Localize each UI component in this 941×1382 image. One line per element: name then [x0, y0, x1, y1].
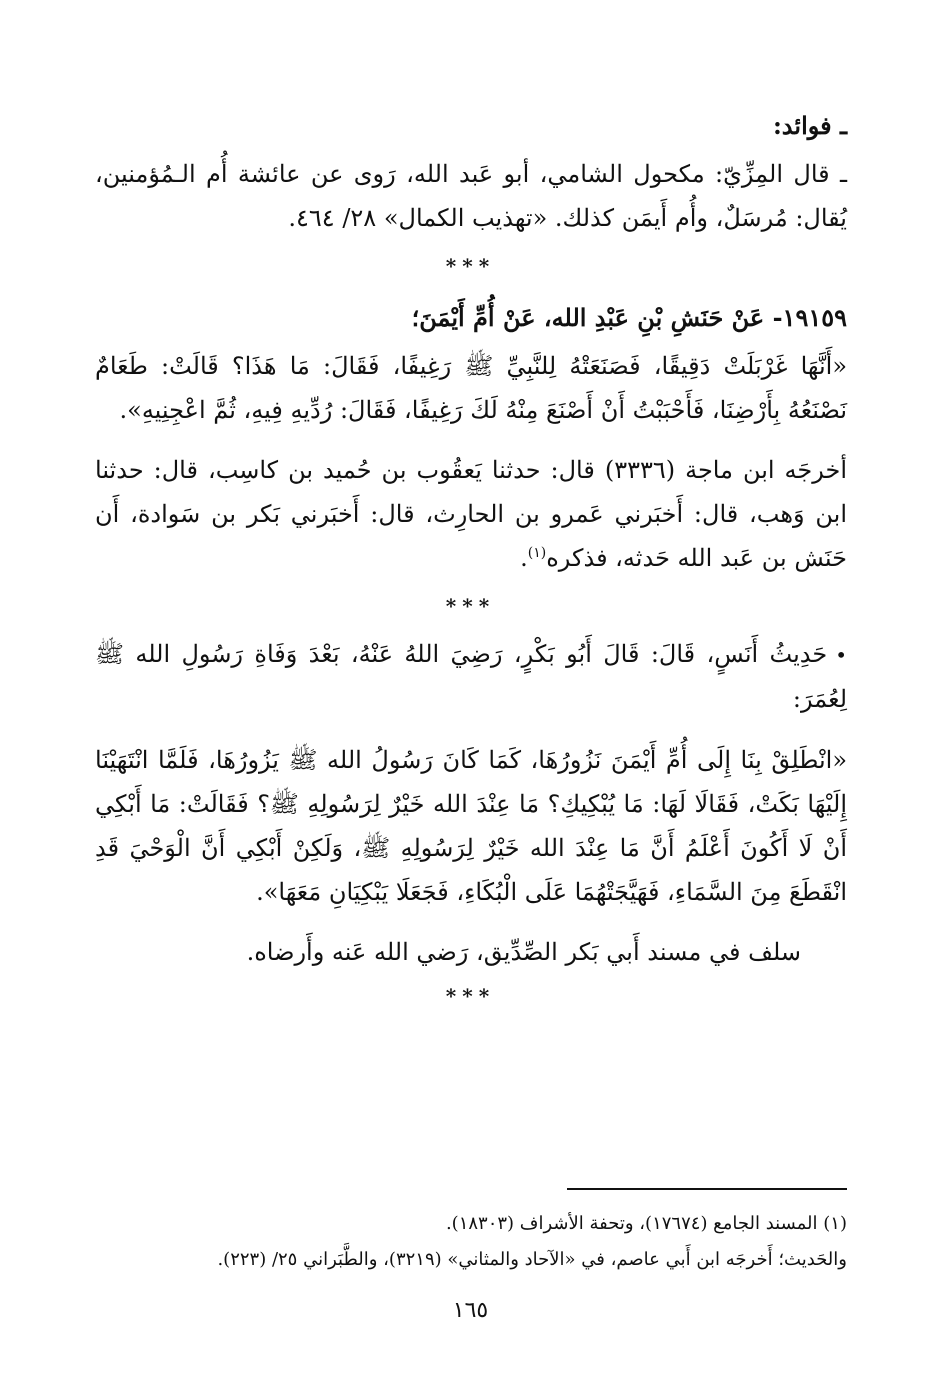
separator-stars: ***: [445, 254, 496, 278]
bullet-icon: •: [835, 643, 847, 667]
footnote-2: والحَديث؛ أَخرجَه ابن أَبي عاصم، في «الآحاد والمثاني» (٣٢١٩)، والطَّبَراني ٢٥/ (٢٢٣).: [217, 1249, 847, 1270]
footnote-marker: (١): [527, 545, 547, 561]
fawaid-paragraph: ـ قال المِزِّيّ: مكحول الشامي، أبو عَبد الله، رَوى عن عائشة أُم الـمُؤمنين، يُقال: مُرسَلٌ، وأُم أَيمَن كذلك. «تهذيب الكمال» ٢٨/ ٤٦٤.: [95, 160, 847, 232]
hadith-header: ١٩١٥٩- عَنْ حَنَشِ بْنِ عَبْدِ الله، عَنْ أُمِّ أَيْمَنَ؛: [411, 303, 847, 332]
anas-hadith-text: «انْطَلِقْ بِنَا إِلَى أُمِّ أَيْمَنَ نَزُورُهَا، كَمَا كَانَ رَسُولُ الله ﷺ يَزُورُهَا، فَلَمَّا انْتَهَيْنَا إِلَيْهَا بَكَتْ، فَقَالَا لَهَا: مَا يُبْكِيكِ؟ مَا عِنْدَ الله خَيْرٌ لِرَسُولِهِ ﷺ؟ فَقَالَتْ: مَا أَبْكِي أَنْ لَا أَكُونَ أَعْلَمُ أَنَّ مَا عِنْدَ الله خَيْرٌ لِرَسُولِهِ ﷺ، وَلَكِنْ أَبْكِي أَنَّ الْوَحْيَ قَدِ انْقَطَعَ مِنَ السَّمَاءِ، فَهَيَّجَتْهُمَا عَلَى الْبُكَاءِ، فَجَعَلَا يَبْكِيَانِ مَعَهَا».: [95, 746, 848, 906]
takhrij-end: .: [520, 544, 528, 572]
separator-stars: ***: [445, 984, 496, 1008]
takhrij-paragraph: [95, 448, 847, 580]
page-number: ١٦٥: [452, 1298, 489, 1323]
footnotes: [95, 1206, 847, 1278]
anas-intro: حَدِيثُ أَنَسٍ، قَالَ: قَالَ أَبُو بَكْرٍ، رَضِيَ اللهُ عَنْهُ، بَعْدَ وَفَاةِ رَسُولِ الله ﷺ لِعُمَرَ:: [95, 640, 847, 713]
separator-stars: ***: [445, 594, 496, 618]
footnote-divider: [567, 1188, 847, 1190]
section-heading: ـ فوائد:: [772, 111, 847, 140]
hadith-text: «أَنَّهَا غَرْبَلَتْ دَقِيقًا، فَصَنَعَتْهُ لِلنَّبِيِّ ﷺ رَغِيفًا، فَقَالَ: مَا هَذَا؟ قَالَتْ: طَعَامٌ نَصْنَعُهُ بِأَرْضِنَا، فَأَحْبَبْتُ أَنْ أَصْنَعَ مِنْهُ لَكَ رَغِيفًا، فَقَالَ: رُدِّيهِ فِيهِ، ثُمَّ اعْجِنِيهِ».: [95, 352, 847, 424]
takhrij-text: أخرجَه ابن ماجة (٣٣٣٦) قال: حدثنا يَعقُوب بن حُميد بن كاسِب، قال: حدثنا ابن وَهب، قال: أَخبَرني عَمرو بن الحارِث، قال: أَخبَرني بَكر بن سَوادة، أَن حَنَش بن عَبد الله حَدثه، فذكره: [95, 456, 848, 572]
anas-intro-paragraph: [95, 632, 847, 721]
footnote-1: (١) المسند الجامع (١٧٦٧٤)، وتحفة الأشراف (١٨٣٠٣).: [445, 1213, 847, 1234]
salaf-note: سلف في مسند أَبي بَكر الصِّدِّيق، رَضي الله عَنه وأَرضاه.: [246, 938, 801, 966]
